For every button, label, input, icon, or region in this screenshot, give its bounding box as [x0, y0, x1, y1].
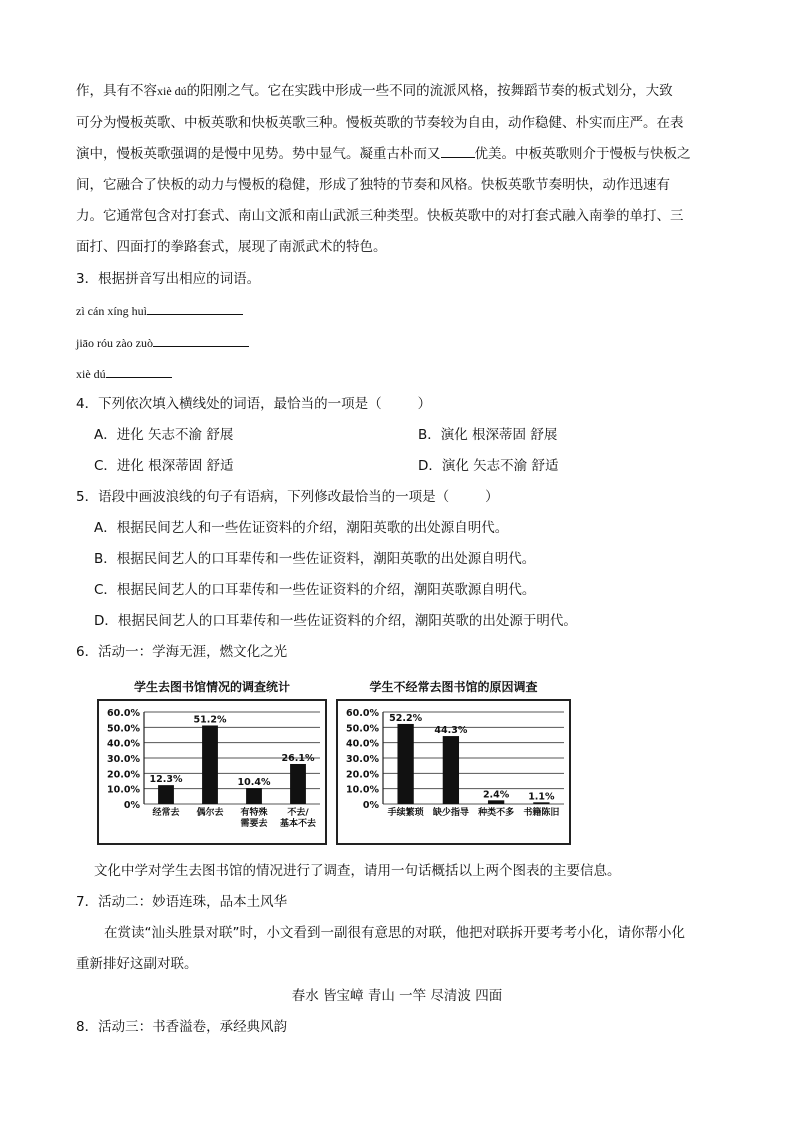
passage-line-3 — [76, 143, 691, 165]
bar-value-label: 1.1% — [528, 791, 555, 803]
passage-text: 演中，慢板英歌强调的是慢中见势。势中显气。凝重古朴而又 — [76, 146, 441, 162]
pinyin-text: xiè dú — [157, 84, 187, 98]
y-tick-label: 60.0% — [107, 708, 140, 719]
question-7-body-1: 在赏读“汕头胜景对联”时，小文看到一副很有意思的对联，他把对联拆开要考考小化，请你帮小化 — [104, 925, 685, 941]
passage-line-1 — [76, 80, 673, 102]
bar-value-label: 52.2% — [389, 712, 423, 724]
library-visit-chart — [96, 676, 328, 846]
y-tick-label: 10.0% — [346, 784, 379, 796]
question-5-stem — [76, 486, 499, 508]
bar — [246, 788, 262, 804]
passage-line-2: 可分为慢板英歌、中板英歌和快板英歌三种。慢板英歌的节奏较为自由，动作稳健、朴实而庄严。在表 — [76, 115, 684, 131]
y-tick-label: 40.0% — [107, 738, 140, 750]
question-8-stem: 8．活动三：书香溢卷，承经典风韵 — [76, 1019, 288, 1035]
category-label: 经常去 — [152, 808, 180, 818]
couplet-words: 春水 皆宝嶂 青山 一竿 尽清波 四面 — [291, 988, 503, 1004]
category-label: 书籍陈旧 — [523, 808, 560, 818]
category-label: 偶尔去 — [196, 808, 224, 818]
y-tick-label: 30.0% — [107, 754, 140, 765]
q5-option-d[interactable]: D．根据民间艺人的口耳辈传和一些佐证资料的介绍，潮阳英歌的出处源于明代。 — [94, 613, 577, 629]
bar — [290, 764, 306, 804]
fill-blank[interactable] — [441, 145, 475, 158]
y-tick-label: 20.0% — [346, 769, 379, 781]
answer-blank[interactable] — [153, 332, 249, 347]
y-tick-label: 30.0% — [346, 754, 379, 765]
bar — [202, 725, 218, 804]
passage-text: 优美。中板英歌则介于慢板与快板之 — [474, 146, 691, 162]
question-7-body-2: 重新排好这副对联。 — [76, 956, 198, 972]
y-tick-label: 10.0% — [107, 784, 140, 796]
question-7-stem: 7．活动二：妙语连珠，品本土风华 — [76, 894, 288, 910]
bar-value-label: 12.3% — [149, 774, 183, 786]
category-label: 需要去 — [240, 819, 268, 829]
passage-text: 的阳刚之气。它在实践中形成一些不同的流派风格，按舞蹈节奏的板式划分，大致 — [186, 83, 673, 99]
category-label: 有特殊 — [240, 808, 268, 818]
passage-text: 作，具有不容 — [76, 83, 157, 99]
y-tick-label: 40.0% — [346, 738, 379, 750]
bar-value-label: 26.1% — [281, 752, 315, 764]
stem-text: ） — [485, 489, 499, 505]
y-tick-label: 50.0% — [346, 723, 379, 735]
pinyin-item-2 — [76, 332, 249, 354]
bar-value-label: 51.2% — [193, 714, 227, 726]
bar-value-label: 2.4% — [482, 789, 510, 801]
q4-option-d[interactable]: D．演化 矢志不渝 舒适 — [418, 458, 559, 474]
stem-text: ） — [417, 396, 432, 412]
pinyin-item-1 — [76, 300, 243, 322]
bar-value-label: 44.3% — [434, 725, 468, 737]
passage-line-5: 力。它通常包含对打套式、南山文派和南山武派三种类型。快板英歌中的对打套式融入南拳的单打、三 — [76, 208, 684, 224]
stem-text: 5．语段中画波浪线的句子有语病，下列修改最恰当的一项是（ — [76, 489, 450, 505]
question-6-instruction: 文化中学对学生去图书馆的情况进行了调查，请用一句话概括以上两个图表的主要信息。 — [94, 863, 621, 879]
passage-line-6: 面打、四面打的拳路套式，展现了南派武术的特色。 — [76, 239, 387, 255]
category-label: 手续繁琐 — [387, 808, 424, 818]
stem-text: 4．下列依次填入横线处的词语，最恰当的一项是（ — [76, 396, 382, 412]
category-label: 缺少指导 — [432, 808, 469, 818]
pinyin-item-3 — [76, 363, 172, 385]
passage-line-4: 间，它融合了快板的动力与慢板的稳健，形成了独特的节奏和风格。快板英歌节奏明快，动作迅速有 — [76, 177, 670, 193]
q5-option-a[interactable]: A．根据民间艺人和一些佐证资料的介绍，潮阳英歌的出处源自明代。 — [94, 520, 509, 536]
y-tick-label: 50.0% — [107, 723, 140, 735]
category-label: 不去/ — [287, 808, 309, 818]
y-tick-label: 0% — [362, 800, 379, 811]
bar — [488, 800, 504, 804]
bar-value-label: 10.4% — [237, 777, 271, 789]
question-4-stem — [76, 393, 431, 415]
q4-option-b[interactable]: B．演化 根深蒂固 舒展 — [418, 427, 558, 443]
chart-title: 学生去图书馆情况的调查统计 — [133, 680, 291, 694]
pinyin-text: jiāo róu zào zuò — [76, 336, 153, 350]
y-tick-label: 60.0% — [346, 708, 379, 719]
q5-option-c[interactable]: C．根据民间艺人的口耳辈传和一些佐证资料的介绍，潮阳英歌源自明代。 — [94, 582, 536, 598]
category-label: 种类不多 — [478, 808, 515, 818]
answer-blank[interactable] — [147, 300, 243, 315]
bar — [443, 736, 459, 804]
question-3-stem: 3．根据拼音写出相应的词语。 — [76, 271, 261, 287]
bar — [397, 724, 413, 804]
y-tick-label: 0% — [123, 800, 140, 811]
question-6-stem: 6．活动一：学海无涯，燃文化之光 — [76, 644, 288, 660]
q4-option-c[interactable]: C．进化 根深蒂固 舒适 — [94, 458, 234, 474]
pinyin-text: zì cán xíng huì — [76, 304, 147, 318]
chart-title: 学生不经常去图书馆的原因调查 — [369, 680, 538, 694]
y-tick-label: 20.0% — [107, 769, 140, 781]
bar — [158, 785, 174, 804]
q4-option-a[interactable]: A．进化 矢志不渝 舒展 — [94, 427, 234, 443]
library-reason-chart — [335, 676, 572, 846]
category-label: 基本不去 — [279, 819, 317, 829]
pinyin-text: xiè dú — [76, 367, 106, 381]
bar — [533, 802, 549, 804]
answer-blank[interactable] — [106, 363, 172, 378]
q5-option-b[interactable]: B．根据民间艺人的口耳辈传和一些佐证资料，潮阳英歌的出处源自明代。 — [94, 551, 536, 567]
